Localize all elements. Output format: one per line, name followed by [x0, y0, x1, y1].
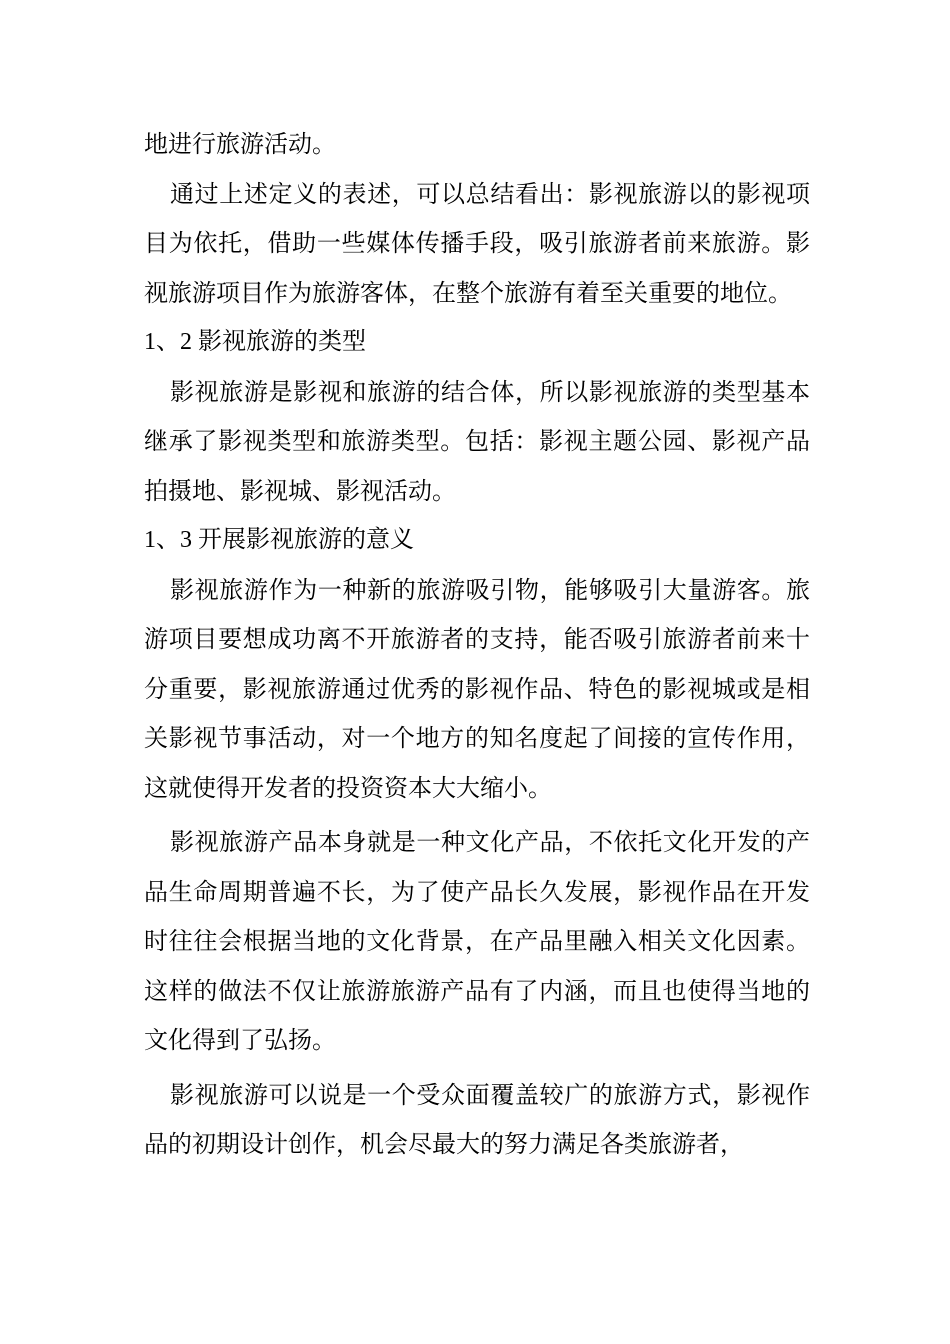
paragraph-definition-summary: 通过上述定义的表述，可以总结看出：影视旅游以的影视项目为依托，借助一些媒体传播手段，吸引旅游者前来旅游。影视旅游项目作为旅游客体，在整个旅游有着至关重要的地位。	[144, 179, 810, 307]
paragraph-continuation: 地进行旅游活动。	[144, 130, 336, 158]
paragraph-significance-2: 影视旅游产品本身就是一种文化产品，不依托文化开发的产品生命周期普遍不长，为了使产品长久发展，影视作品在开发时往往会根据当地的文化背景，在产品里融入相关文化因素。这样的做法不仅让旅游旅游产品有了内涵，而且也使得当地的文化得到了弘扬。	[144, 828, 810, 1054]
section-heading-types: 1、2 影视旅游的类型	[144, 329, 366, 355]
paragraph-significance-1: 影视旅游作为一种新的旅游吸引物，能够吸引大量游客。旅游项目要想成功离不开旅游者的支持，能否吸引旅游者前来十分重要，影视旅游通过优秀的影视作品、特色的影视城或是相关影视节事活动，对一个地方的知名度起了间接的宣传作用，这就使得开发者的投资资本大大缩小。	[144, 575, 810, 802]
paragraph-types: 影视旅游是影视和旅游的结合体，所以影视旅游的类型基本继承了影视类型和旅游类型。包括：影视主题公园、影视产品拍摄地、影视城、影视活动。	[144, 377, 810, 505]
document-body	[144, 120, 810, 1170]
section-heading-significance: 1、3 开展影视旅游的意义	[144, 527, 414, 553]
paragraph-significance-3: 影视旅游可以说是一个受众面覆盖较广的旅游方式，影视作品的初期设计创作，机会尽最大的努力满足各类旅游者，	[144, 1080, 810, 1158]
